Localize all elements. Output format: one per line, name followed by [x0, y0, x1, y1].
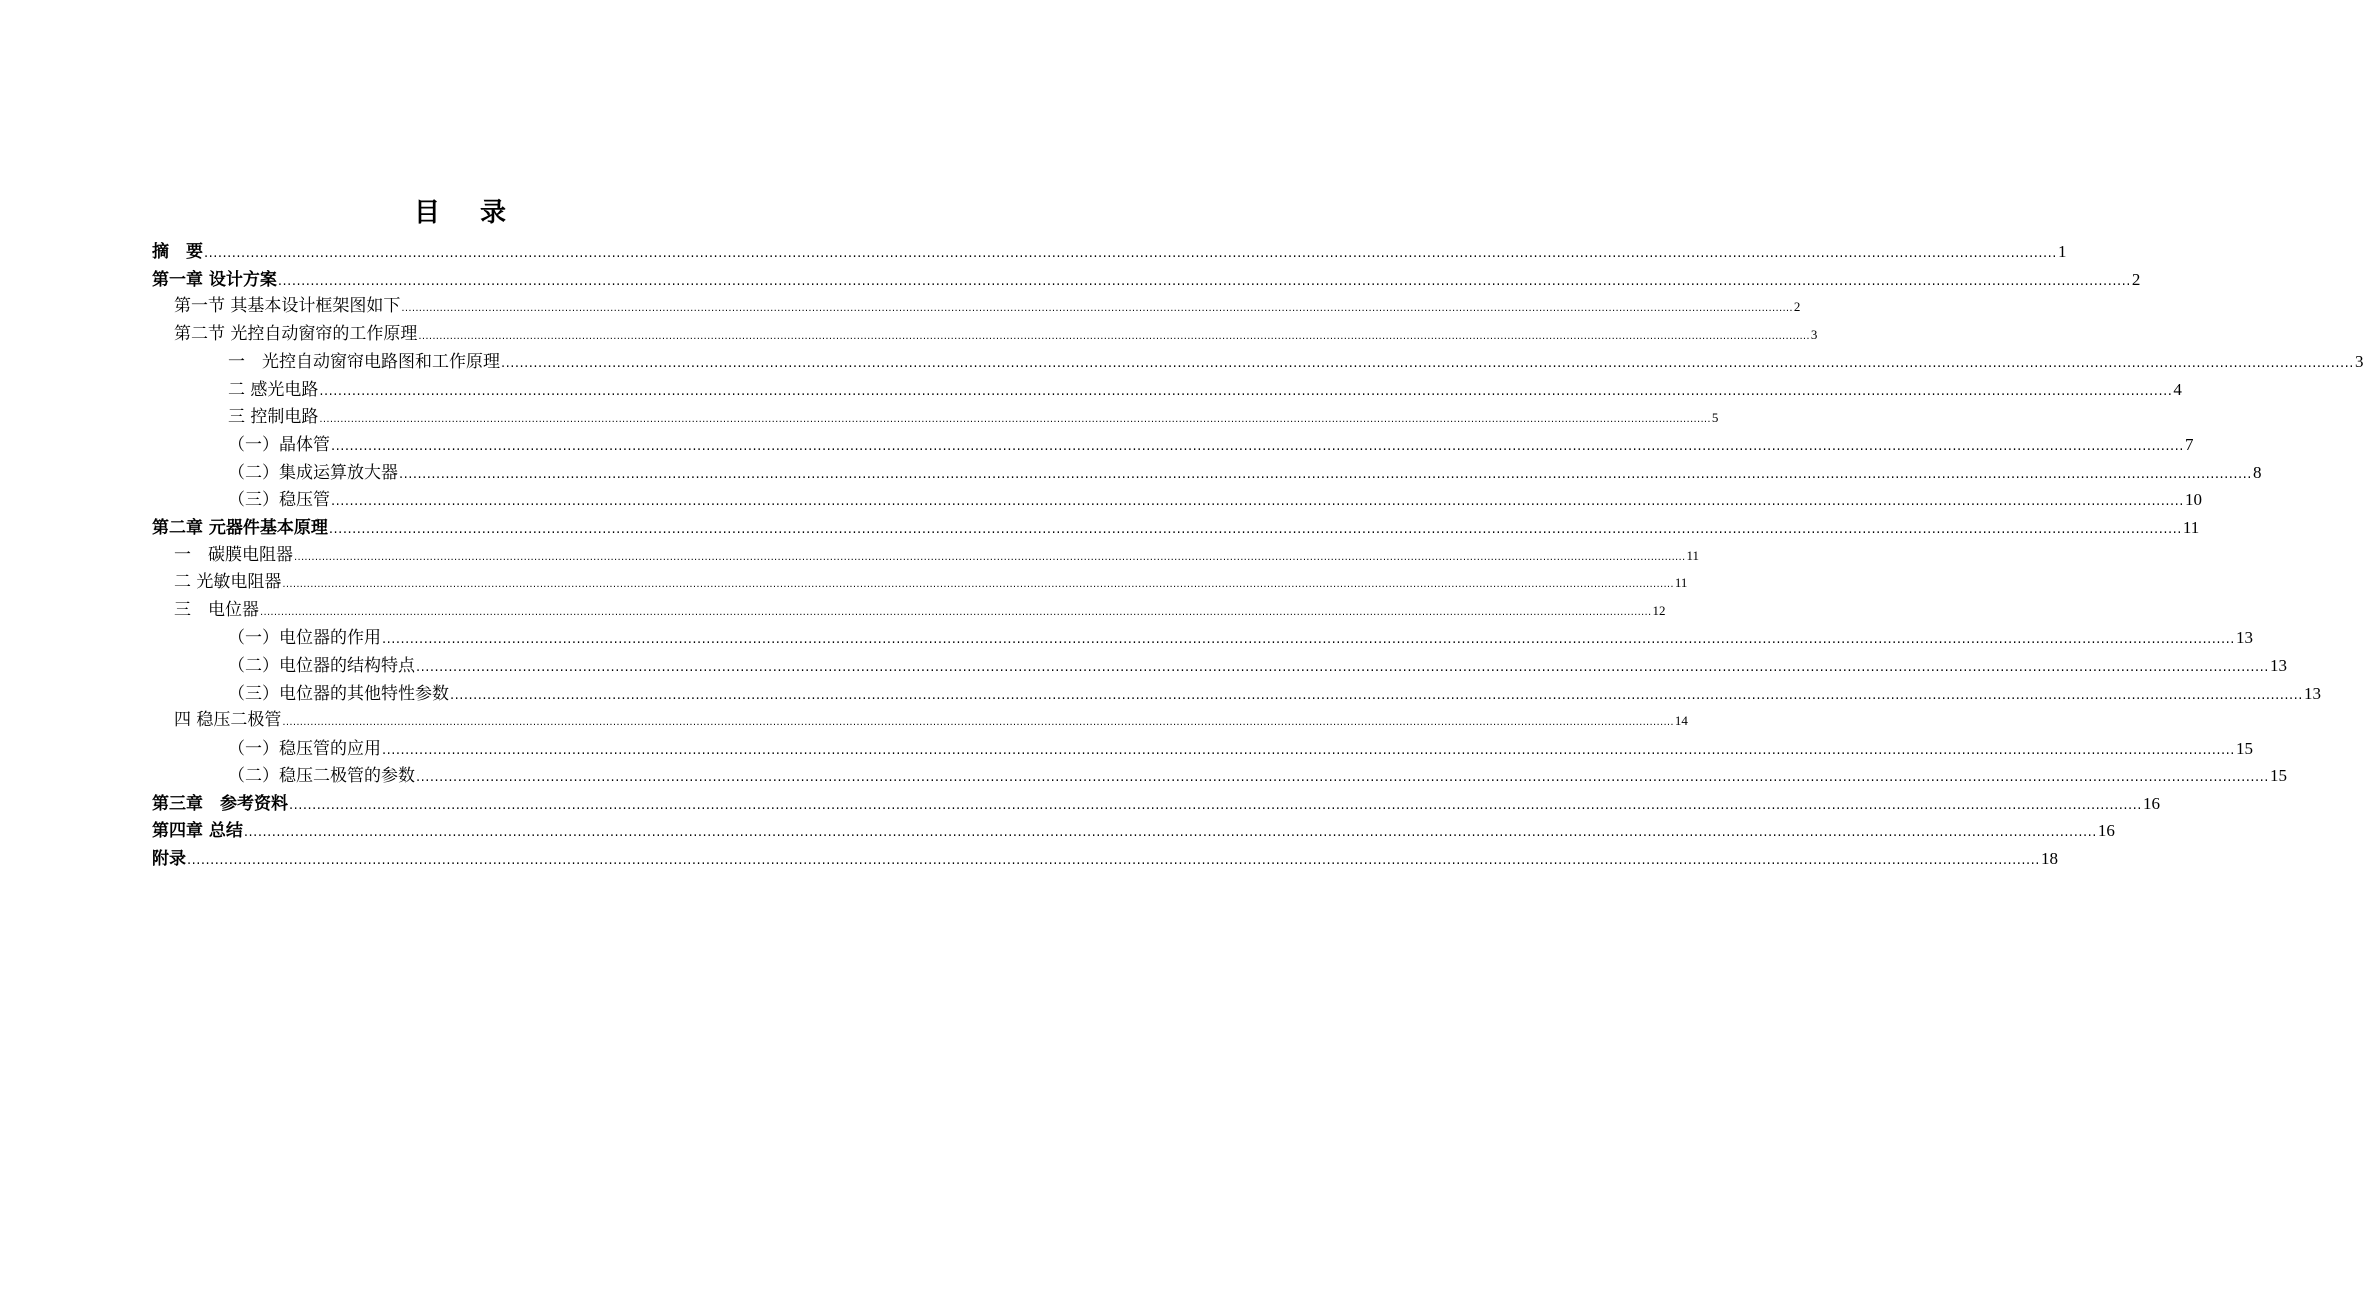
toc-entry[interactable]	[152, 376, 2182, 404]
toc-entry-label: 三 电位器	[174, 599, 259, 620]
toc-entry-label: 二 感光电路	[228, 379, 319, 400]
toc-entry-page-number: 7	[2184, 435, 2194, 455]
table-of-contents	[152, 238, 2363, 873]
toc-entry[interactable]	[152, 652, 2287, 680]
toc-dot-leader: ................................................................................................................................................................................................................................................................................................................................................................................................................	[401, 303, 1793, 315]
toc-entry[interactable]	[152, 404, 1719, 432]
toc-dot-leader: ................................................................................................................................................................................................................................................................................................................................................................................................................	[282, 717, 1674, 729]
toc-entry[interactable]	[152, 514, 2200, 542]
toc-entry[interactable]	[152, 762, 2287, 790]
toc-entry[interactable]	[152, 542, 1700, 570]
toc-entry[interactable]	[152, 707, 1688, 735]
toc-entry-label: 第四章 总结	[152, 821, 243, 842]
toc-title-char-1: 目	[413, 198, 440, 228]
toc-entry-page-number: 2	[2131, 269, 2141, 289]
toc-entry[interactable]	[152, 459, 2262, 487]
toc-entry-label: （二）稳压二极管的参数	[228, 766, 415, 787]
toc-entry-page-number: 13	[2303, 683, 2321, 703]
toc-entry-page-number: 14	[1674, 713, 1688, 729]
toc-entry[interactable]	[152, 680, 2321, 708]
toc-entry-page-number: 15	[2269, 766, 2287, 786]
toc-entry-label: 第一章 设计方案	[152, 269, 277, 290]
toc-dot-leader: ................................................................................................................................................................................................................................................................................................................................................................................................................	[319, 413, 1711, 425]
toc-entry-label: （二）集成运算放大器	[228, 462, 398, 483]
toc-entry-label: 附录	[152, 849, 186, 870]
toc-entry[interactable]	[152, 735, 2253, 763]
toc-entry-label: （三）电位器的其他特性参数	[228, 683, 449, 704]
toc-entry[interactable]	[152, 431, 2194, 459]
toc-entry-page-number: 3	[2354, 352, 2363, 372]
toc-dot-leader: ................................................................................................................................................................................................................................................................................................................................................................................................................	[282, 579, 1674, 591]
toc-dot-leader: ................................................................................................................................................................................................................................................................................................................................................................................................................	[187, 853, 2040, 869]
toc-dot-leader: ................................................................................................................................................................................................................................................................................................................................................................................................................	[331, 439, 2184, 455]
toc-entry[interactable]	[152, 266, 2141, 294]
toc-entry-page-number: 13	[2235, 628, 2253, 648]
toc-entry[interactable]	[152, 569, 1688, 597]
toc-entry-page-number: 12	[1652, 602, 1666, 618]
toc-entry-label: 三 控制电路	[228, 406, 319, 427]
toc-entry-label: 第三章 参考资料	[152, 793, 288, 814]
toc-dot-leader: ................................................................................................................................................................................................................................................................................................................................................................................................................	[260, 606, 1652, 618]
toc-entry[interactable]	[152, 238, 2067, 266]
toc-entry-page-number: 1	[2057, 242, 2067, 261]
toc-entry-page-number: 3	[1810, 326, 1818, 342]
toc-entry-page-number: 11	[1686, 547, 1700, 563]
toc-dot-leader: ................................................................................................................................................................................................................................................................................................................................................................................................................	[204, 246, 2057, 261]
toc-entry[interactable]	[152, 597, 1666, 625]
toc-entry-label: 摘 要	[152, 242, 203, 262]
toc-entry-label: 第一节 其基本设计框架图如下	[174, 296, 401, 317]
toc-dot-leader: ................................................................................................................................................................................................................................................................................................................................................................................................................	[243, 825, 2097, 841]
toc-entry[interactable]	[152, 293, 1801, 321]
toc-dot-leader: ................................................................................................................................................................................................................................................................................................................................................................................................................	[319, 383, 2173, 399]
toc-entry-page-number: 13	[2269, 655, 2287, 675]
toc-dot-leader: ................................................................................................................................................................................................................................................................................................................................................................................................................	[294, 551, 1686, 563]
toc-entry-page-number: 16	[2142, 793, 2160, 813]
toc-entry[interactable]	[152, 845, 2058, 873]
toc-entry-page-number: 11	[1674, 575, 1688, 591]
toc-dot-leader: ................................................................................................................................................................................................................................................................................................................................................................................................................	[289, 797, 2142, 813]
toc-entry-label: （三）稳压管	[228, 490, 330, 511]
toc-entry-page-number: 15	[2235, 738, 2253, 758]
toc-entry-page-number: 10	[2184, 490, 2202, 510]
toc-dot-leader: ................................................................................................................................................................................................................................................................................................................................................................................................................	[416, 659, 2269, 675]
toc-entry-label: 一 碳膜电阻器	[174, 544, 293, 565]
toc-entry-label: 四 稳压二极管	[174, 710, 282, 731]
toc-dot-leader: ................................................................................................................................................................................................................................................................................................................................................................................................................	[382, 742, 2235, 758]
toc-entry[interactable]	[152, 321, 1818, 349]
toc-entry[interactable]	[152, 348, 2363, 376]
toc-dot-leader: ................................................................................................................................................................................................................................................................................................................................................................................................................	[328, 521, 2182, 537]
toc-entry-label: 二 光敏电阻器	[174, 572, 282, 593]
toc-entry[interactable]	[152, 624, 2253, 652]
toc-entry-label: （一）晶体管	[228, 435, 330, 456]
toc-dot-leader: ................................................................................................................................................................................................................................................................................................................................................................................................................	[277, 273, 2131, 289]
toc-dot-leader: ................................................................................................................................................................................................................................................................................................................................................................................................................	[501, 356, 2354, 372]
toc-entry[interactable]	[152, 790, 2160, 818]
toc-entry-page-number: 8	[2252, 462, 2262, 482]
toc-dot-leader: ................................................................................................................................................................................................................................................................................................................................................................................................................	[416, 770, 2269, 786]
toc-entry-label: （一）电位器的作用	[228, 628, 381, 649]
toc-entry-label: 第二章 元器件基本原理	[152, 517, 328, 538]
toc-entry-page-number: 16	[2097, 821, 2115, 841]
toc-dot-leader: ................................................................................................................................................................................................................................................................................................................................................................................................................	[418, 330, 1810, 342]
toc-entry-label: （一）稳压管的应用	[228, 738, 381, 759]
toc-entry-page-number: 2	[1793, 299, 1801, 315]
toc-entry-label: 第二节 光控自动窗帘的工作原理	[174, 323, 418, 344]
toc-dot-leader: ................................................................................................................................................................................................................................................................................................................................................................................................................	[331, 494, 2184, 510]
toc-dot-leader: ................................................................................................................................................................................................................................................................................................................................................................................................................	[399, 466, 2252, 482]
toc-entry-label: （二）电位器的结构特点	[228, 655, 415, 676]
toc-dot-leader: ................................................................................................................................................................................................................................................................................................................................................................................................................	[382, 632, 2235, 648]
toc-title	[0, 192, 920, 229]
toc-entry-page-number: 11	[2182, 517, 2200, 537]
toc-entry-label: 一 光控自动窗帘电路图和工作原理	[228, 352, 500, 373]
toc-entry-page-number: 18	[2040, 849, 2058, 869]
toc-entry[interactable]	[152, 486, 2202, 514]
toc-entry-page-number: 4	[2173, 379, 2182, 399]
toc-entry[interactable]	[152, 817, 2115, 845]
toc-dot-leader: ................................................................................................................................................................................................................................................................................................................................................................................................................	[450, 687, 2303, 703]
toc-title-char-2: 录	[480, 198, 507, 228]
toc-entry-page-number: 5	[1711, 409, 1719, 425]
